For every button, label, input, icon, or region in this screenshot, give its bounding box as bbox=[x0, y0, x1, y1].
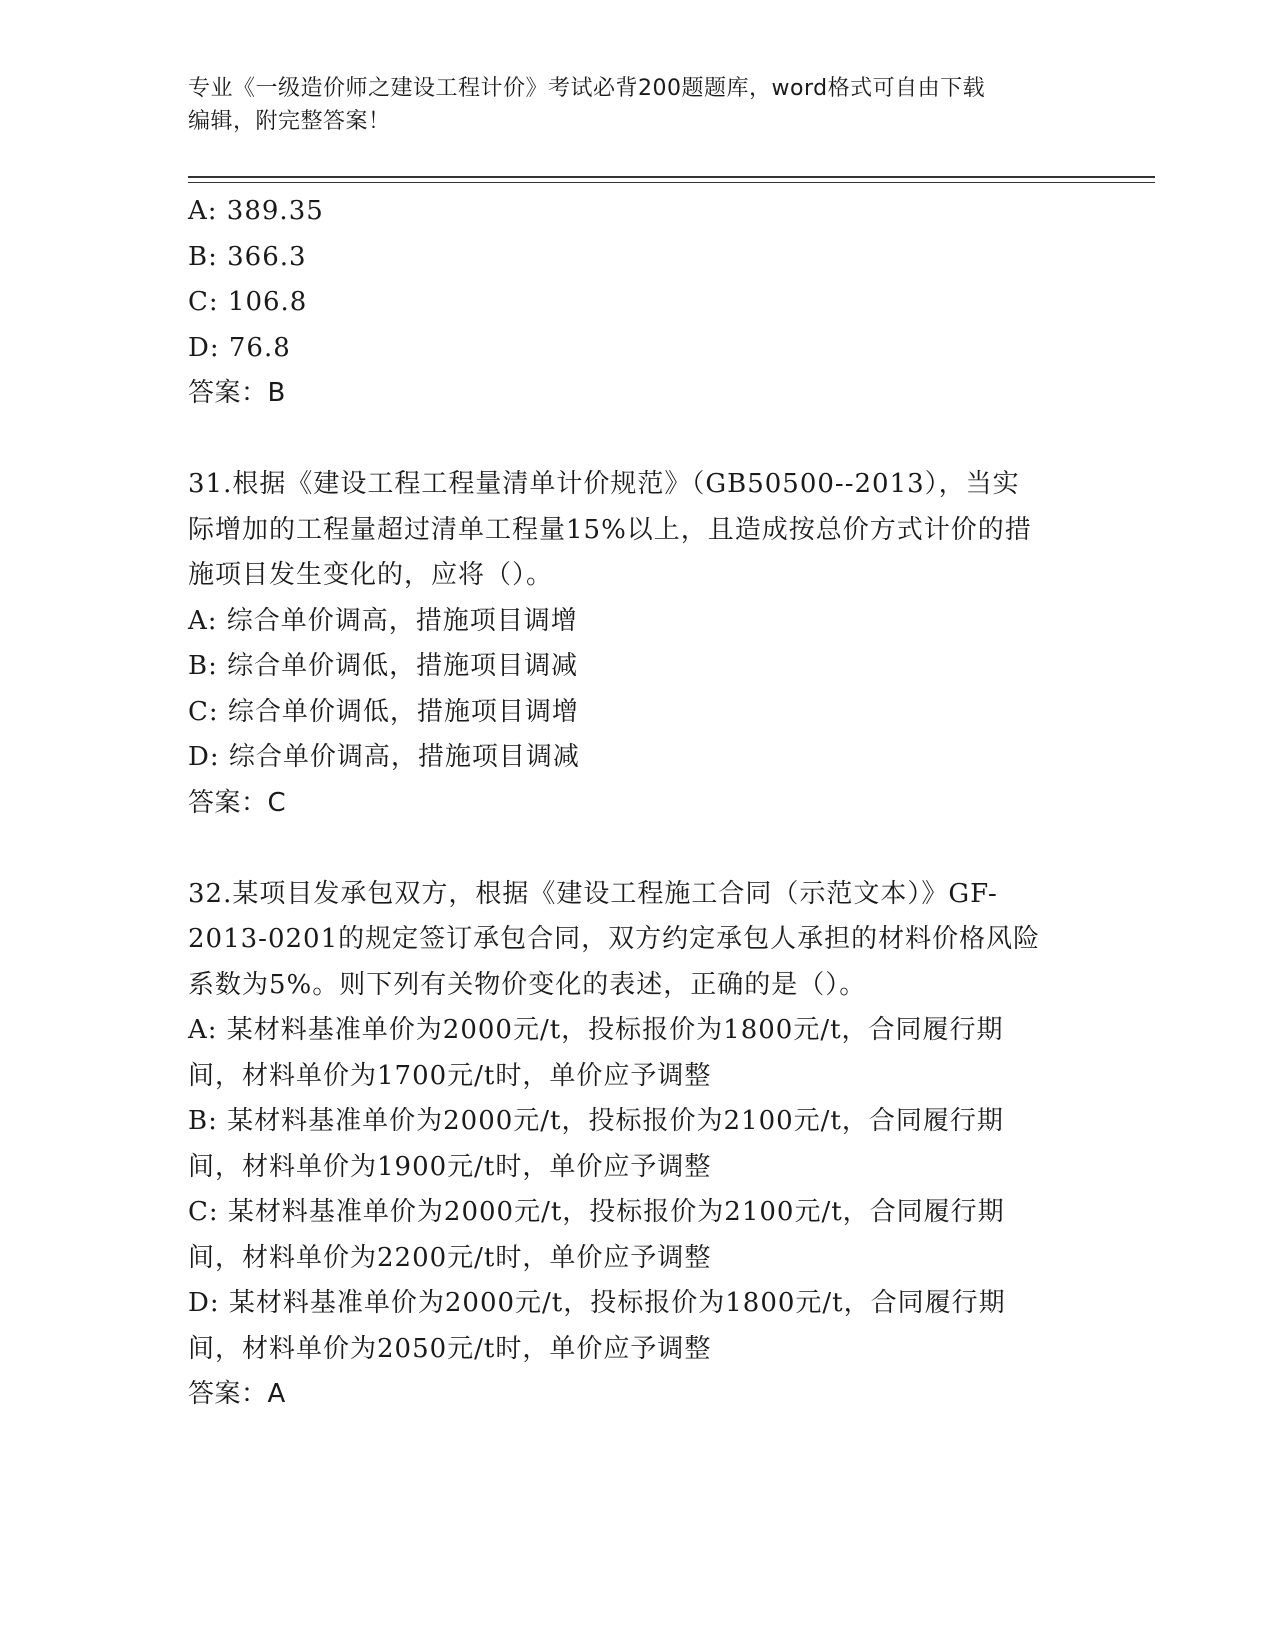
header-divider bbox=[188, 176, 1155, 178]
header-line: 专业《一级造价师之建设工程计价》考试必背200题题库，word格式可自由下载 bbox=[188, 76, 986, 101]
header-divider-thin bbox=[188, 182, 1155, 183]
option-d-continued: 间，材料单价为2050元/t时，单价应予调整 bbox=[188, 1333, 712, 1364]
option-a: A: 某材料基准单价为2000元/t，投标报价为1800元/t，合同履行期 bbox=[188, 1015, 1004, 1045]
option-d: D: 某材料基准单价为2000元/t，投标报价为1800元/t，合同履行期 bbox=[188, 1288, 1006, 1318]
question-31 bbox=[188, 462, 1088, 826]
option-d: D: 76.8 bbox=[188, 332, 291, 363]
document-body bbox=[188, 189, 1088, 1418]
option-a: A: 综合单价调高，措施项目调增 bbox=[188, 605, 578, 636]
question-stem: 系数为5%。则下列有关物价变化的表述，正确的是（）。 bbox=[188, 969, 867, 1000]
option-c: C: 某材料基准单价为2000元/t，投标报价为2100元/t，合同履行期 bbox=[188, 1197, 1005, 1227]
option-b: B: 综合单价调低，措施项目调减 bbox=[188, 651, 579, 681]
question-stem: 2013-0201的规定签订承包合同，双方约定承包人承担的材料价格风险 bbox=[188, 924, 1041, 954]
question-stem: 31.根据《建设工程工程量清单计价规范》（GB50500--2013），当实 bbox=[188, 469, 1020, 499]
option-c: C: 综合单价调低，措施项目调增 bbox=[188, 696, 579, 727]
question-30 bbox=[188, 189, 1088, 417]
question-32 bbox=[188, 872, 1088, 1418]
option-a-continued: 间，材料单价为1700元/t时，单价应予调整 bbox=[188, 1060, 712, 1091]
spacer bbox=[188, 826, 1088, 872]
document-header bbox=[188, 72, 1088, 138]
option-a: A: 389.35 bbox=[188, 196, 324, 226]
spacer bbox=[188, 417, 1088, 463]
question-stem: 32.某项目发承包双方，根据《建设工程施工合同（示范文本）》GF- bbox=[188, 878, 998, 909]
header-line: 编辑，附完整答案！ bbox=[188, 109, 391, 134]
option-c: C: 106.8 bbox=[188, 287, 308, 317]
question-stem: 施项目发生变化的，应将（）。 bbox=[188, 560, 554, 590]
question-stem: 际增加的工程量超过清单工程量15%以上，且造成按总价方式计价的措 bbox=[188, 514, 1032, 545]
option-b-continued: 间，材料单价为1900元/t时，单价应予调整 bbox=[188, 1151, 712, 1182]
option-b: B: 某材料基准单价为2000元/t，投标报价为2100元/t，合同履行期 bbox=[188, 1106, 1004, 1136]
answer-line: 答案：C bbox=[188, 787, 287, 818]
answer-line: 答案：B bbox=[188, 378, 286, 408]
option-d: D: 综合单价调高，措施项目调减 bbox=[188, 742, 580, 772]
answer-line: 答案：A bbox=[188, 1379, 286, 1409]
option-b: B: 366.3 bbox=[188, 241, 307, 272]
option-c-continued: 间，材料单价为2200元/t时，单价应予调整 bbox=[188, 1242, 712, 1273]
